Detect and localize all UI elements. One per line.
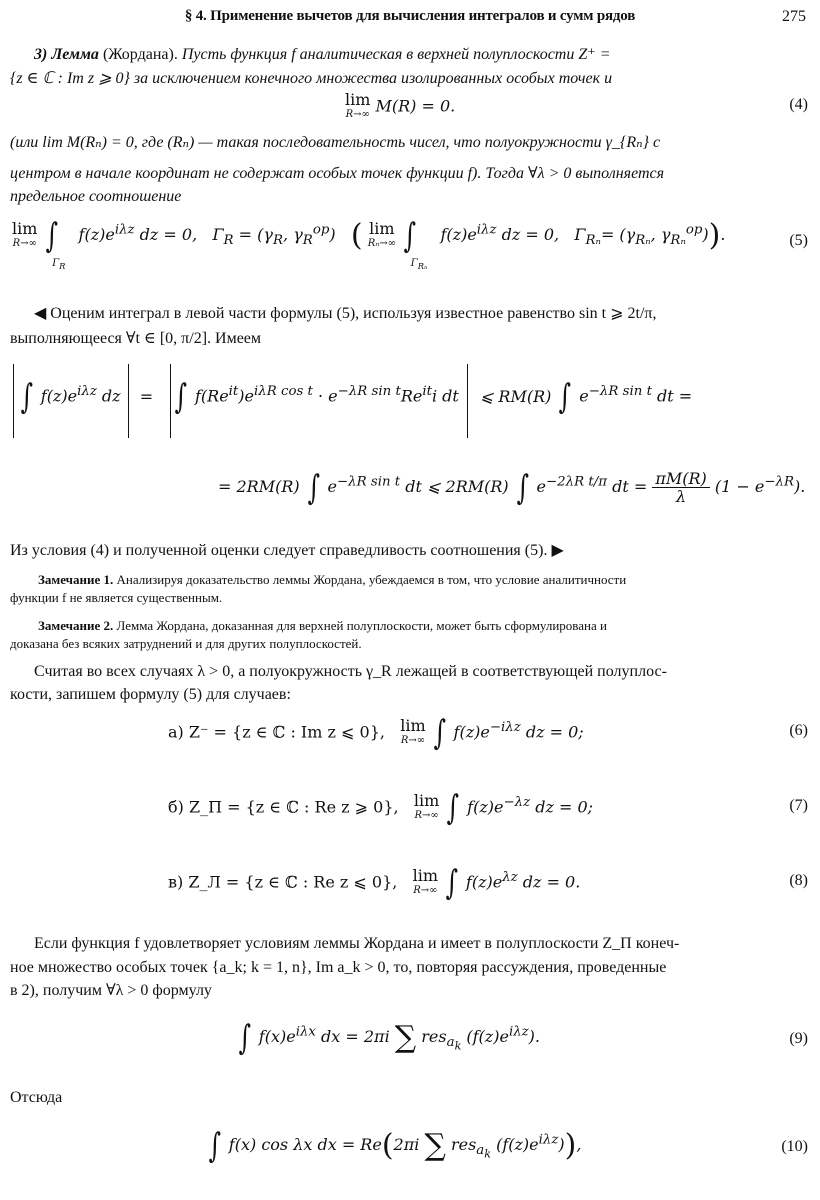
remark-2-label: Замечание 2. bbox=[38, 618, 114, 633]
equation-10: ∫ f(x) cos λx dx = Re(2πi ∑ res$_{a_k}$ $(f(z)e^{i\lambda z})$), bbox=[208, 1125, 582, 1166]
equation-9: ∫ $f(x)e^{i\lambda x}$ dx = 2πi ∑ res$_{a_k}$ $(f(z)e^{i\lambda z})$. bbox=[238, 1017, 540, 1058]
remark-1-text-2: функции f не является существенным. bbox=[10, 590, 223, 605]
proof-line-2: выполняющееся ∀t ∈ [0, π/2]. Имеем bbox=[10, 330, 262, 347]
cases-intro-1: Считая во всех случаях λ > 0, а полуокружность γ_R лежащей в соответствующей полуплос- bbox=[34, 663, 667, 680]
estimate-line-2: = 2RM(R) ∫ $e^{-\lambda R sin t}$ dt ⩽ 2RM(R) ∫ $e^{-2\lambda R t/\pi}$ dt = $\frac{\pi M(R)}{\lambda}$ $(1 - e^{-\lambda R})$. bbox=[218, 467, 806, 508]
lemma-line-2: {z ∈ ℂ : Im z ⩾ 0} за исключением конечного множества изолированных особых точек и bbox=[10, 70, 613, 87]
eq7-number: (7) bbox=[789, 797, 808, 814]
lemma-text-1: Пусть функция f аналитическая в верхней полуплоскости Z⁺ = bbox=[181, 46, 611, 63]
case-a-label: а) Z⁻ = {z ∈ ℂ : Im z ⩽ 0}, bbox=[168, 722, 385, 742]
estimate-line-1: ∫ $f(z)e^{i\lambda z}$ dz = ∫ $f(Re^{it})e^{i\lambda R cos t} \cdot e^{-\lambda R sin t}Re^{it}i$ dt ⩽ RM(R) ∫ $e^{-\lambda R sin t}$ dt = bbox=[20, 377, 693, 417]
eq4-render: M(R) = 0. bbox=[375, 96, 456, 116]
lemma-label: 3) Лемма bbox=[34, 46, 99, 63]
remark-2-text: Лемма Жордана, доказанная для верхней полуплоскости, может быть сформулирована и bbox=[116, 618, 607, 633]
eq4-number: (4) bbox=[789, 96, 808, 113]
equation-7: б) Z_П = {z ∈ ℂ : Re z ⩾ 0}, lim R→∞ ∫ $f(z)e^{-\lambda z}$ dz = 0; bbox=[168, 788, 594, 828]
lemma-line-3: (или lim M(Rₙ) = 0, где (Rₙ) — такая последовательность чисел, что полуокружности γ_{Rₙ} с bbox=[10, 134, 661, 151]
eq9-number: (9) bbox=[789, 1030, 808, 1047]
abs-bar bbox=[13, 364, 14, 438]
remark-1-label: Замечание 1. bbox=[38, 572, 114, 587]
equation-5: lim R→∞ $\int_{\Gamma_R}$ $f(z)e^{i\lambda z}$ dz = 0, $\Gamma_R = (\gamma_R$, $\gamma_R^{op}$) ( lim Rₙ→∞ $\int_{\Gamma_{R_n}}$ $f(z)e^{i\lambda z}$ dz = 0, $\Gamma_{R_n}= (\gamma_{R_n}$, $\gamma_{R_n}^{op}$)). bbox=[12, 215, 726, 271]
remark-2-text-2: доказана без всяких затруднений и для других полуплоскостей. bbox=[10, 636, 362, 651]
proof-line-1: ◀ Оценим интеграл в левой части формулы (5), используя известное равенство sin t ⩾ 2t/π, bbox=[34, 305, 657, 322]
remark-2 bbox=[38, 617, 810, 635]
lemma-line-4: центром в начале координат не содержат особых точек функции f). Тогда ∀λ > 0 выполняется bbox=[10, 165, 665, 182]
lemma-line-1 bbox=[34, 44, 810, 65]
remark-1 bbox=[38, 571, 810, 589]
equation-8: в) Z_Л = {z ∈ ℂ : Re z ⩽ 0}, lim R→∞ ∫ $f(z)e^{\lambda z}$ dz = 0. bbox=[168, 863, 581, 903]
eq4-lim: lim R→∞ bbox=[345, 90, 371, 120]
eq5-number: (5) bbox=[789, 232, 808, 249]
cases-intro-2: кости, запишем формулу (5) для случаев: bbox=[10, 686, 291, 703]
running-header bbox=[0, 6, 820, 30]
eq8-number: (8) bbox=[789, 872, 808, 889]
equation-6: а) Z⁻ = {z ∈ ℂ : Im z ⩽ 0}, lim R→∞ ∫ $f(z)e^{-i\lambda z}$ dz = 0; bbox=[168, 713, 584, 753]
tail-line-3: в 2), получим ∀λ > 0 формулу bbox=[10, 982, 212, 999]
equation-4 bbox=[345, 92, 455, 122]
case-b-label: б) Z_П = {z ∈ ℂ : Re z ⩾ 0}, bbox=[168, 797, 399, 817]
remark-1-text: Анализируя доказательство леммы Жордана, убеждаемся в том, что условие аналитичности bbox=[116, 572, 627, 587]
page-number: 275 bbox=[782, 8, 806, 25]
eq10-number: (10) bbox=[781, 1138, 808, 1155]
proof-conclusion: Из условия (4) и полученной оценки следует справедливость соотношения (5). ▶ bbox=[10, 542, 564, 559]
section-title: § 4. Применение вычетов для вычисления интегралов и сумм рядов bbox=[184, 8, 636, 24]
tail-line-1: Если функция f удовлетворяет условиям леммы Жордана и имеет в полуплоскости Z_П конеч- bbox=[34, 935, 680, 952]
case-c-label: в) Z_Л = {z ∈ ℂ : Re z ⩽ 0}, bbox=[168, 872, 398, 892]
lemma-name: (Жордана). bbox=[102, 46, 178, 63]
lemma-line-5: предельное соотношение bbox=[10, 188, 182, 205]
otsyuda: Отсюда bbox=[10, 1089, 63, 1106]
eq6-number: (6) bbox=[789, 722, 808, 739]
tail-line-2: ное множество особых точек {a_k; k = 1, n}, Im a_k > 0, то, повторяя рассуждения, проведенные bbox=[10, 959, 667, 976]
